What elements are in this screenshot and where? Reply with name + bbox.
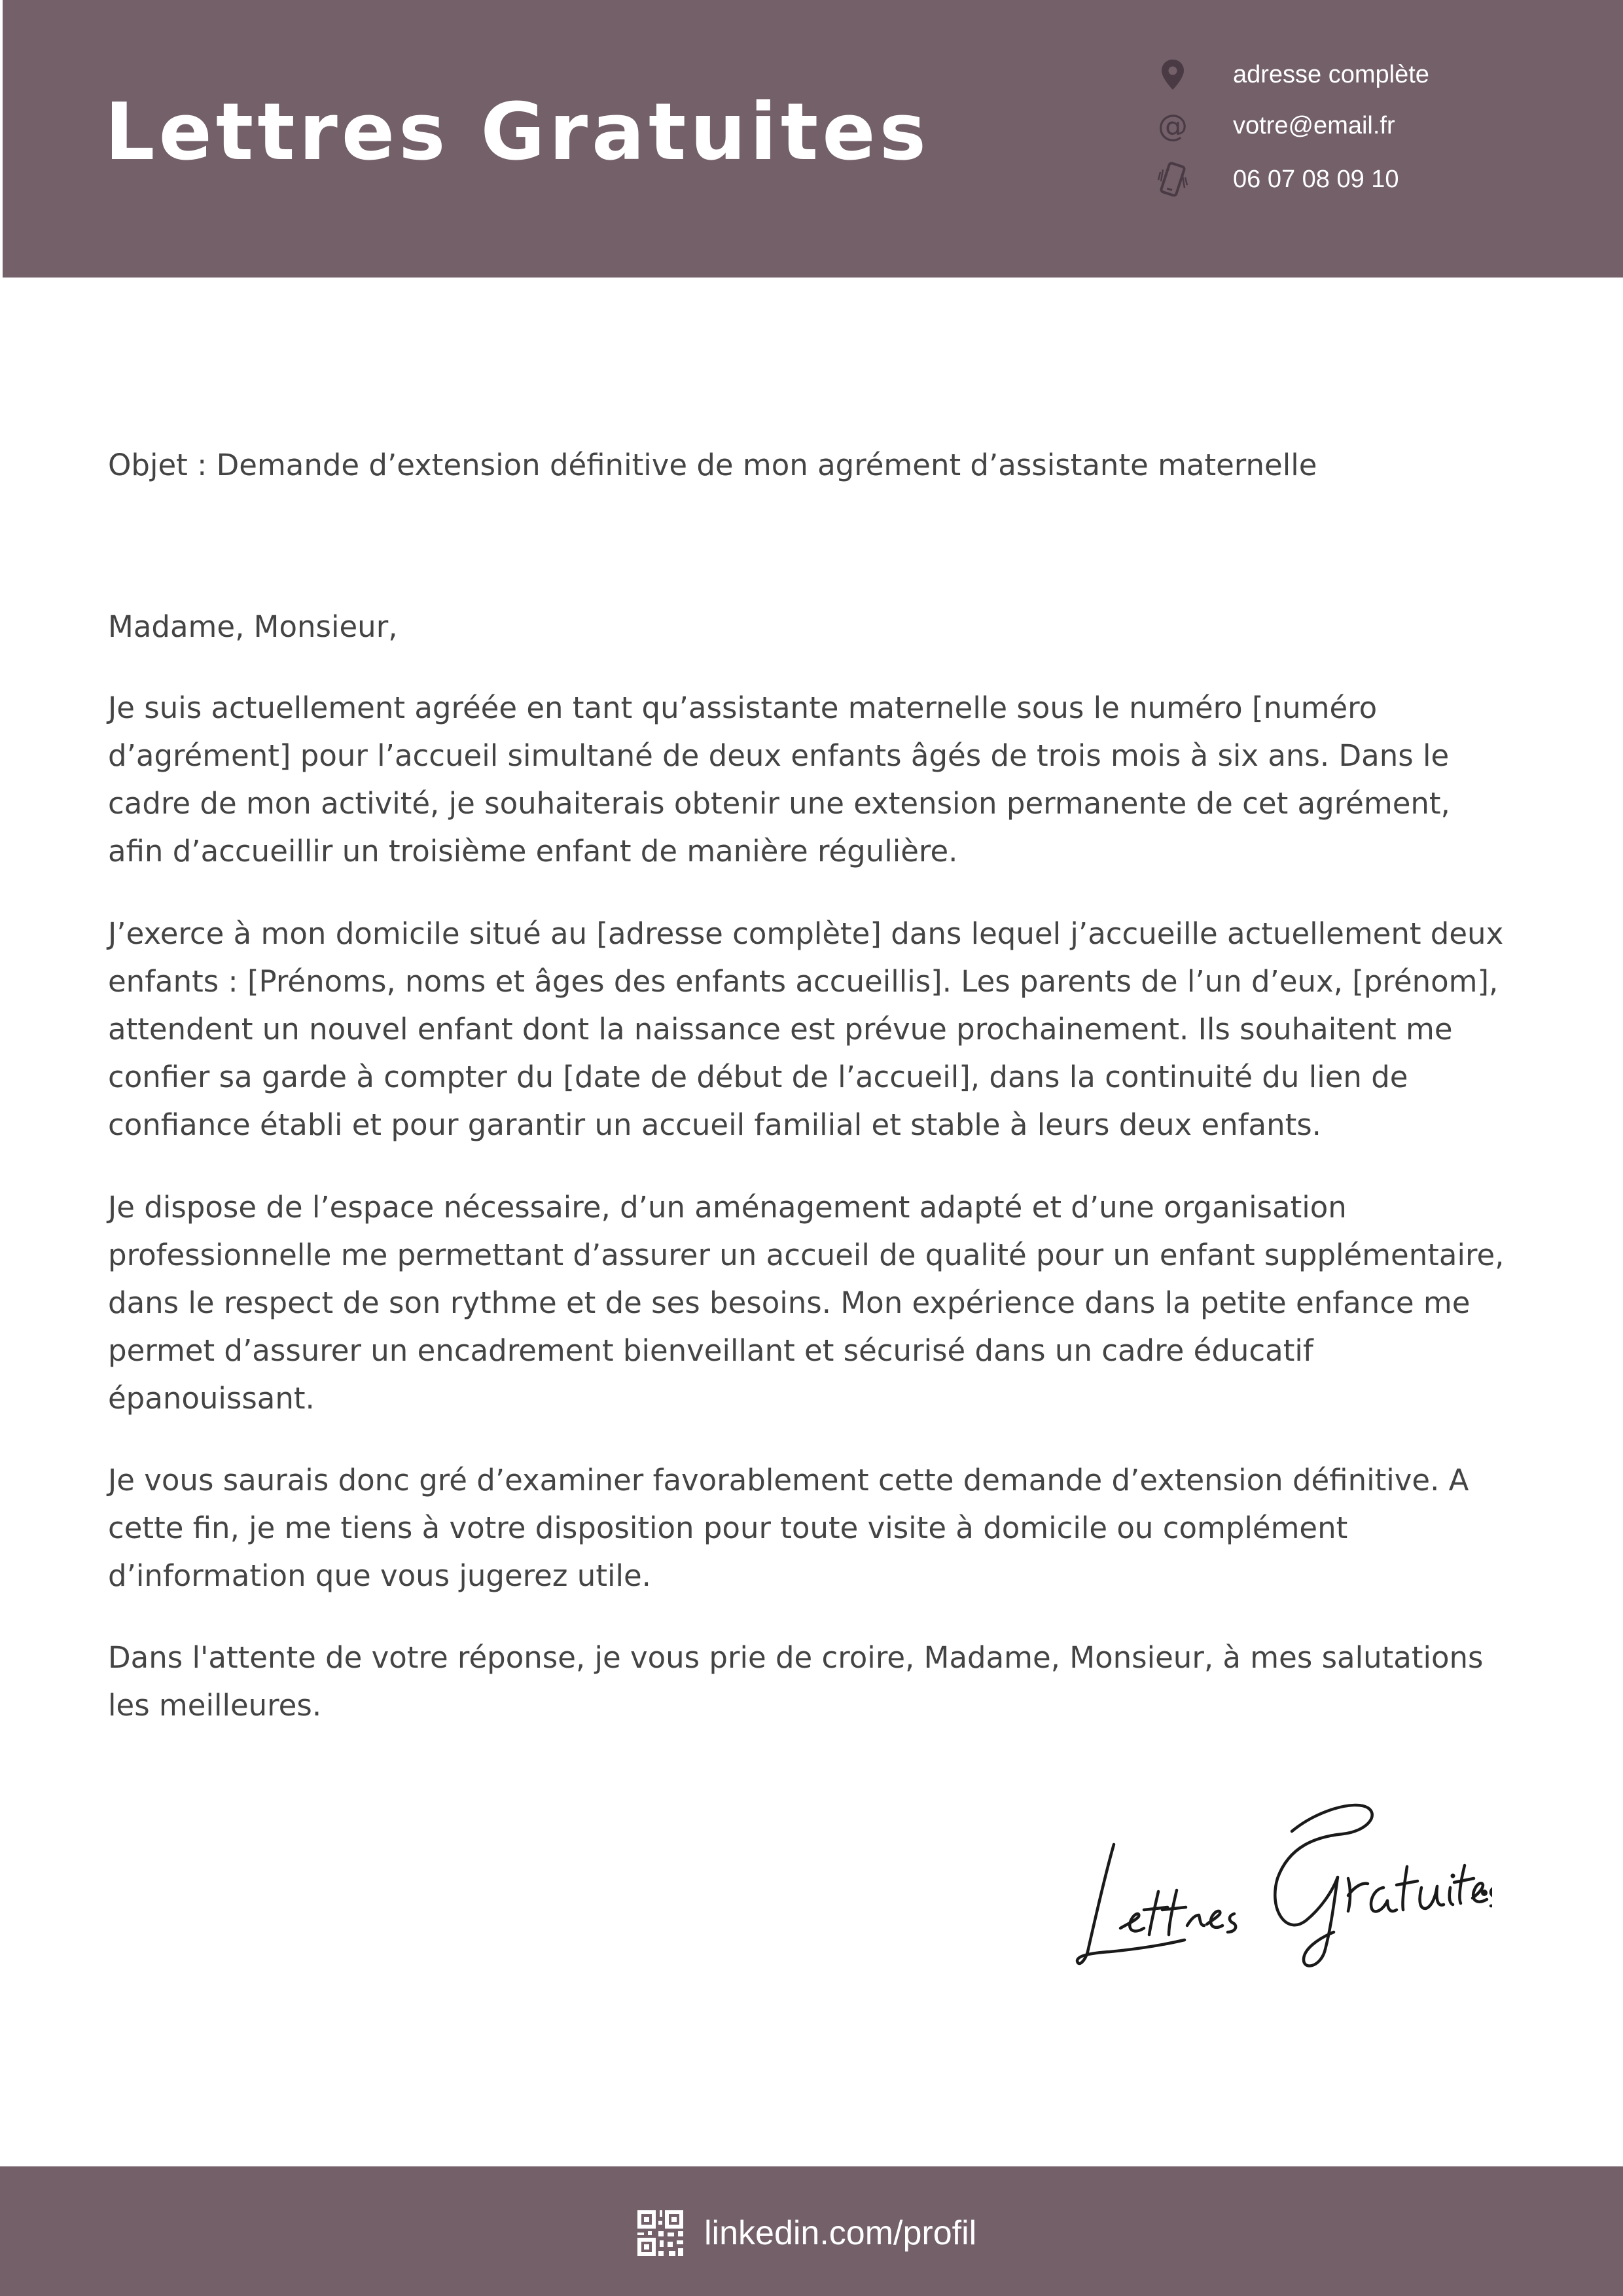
footer-banner (0, 2166, 1623, 2296)
map-pin-icon (1149, 55, 1196, 94)
letter-paragraph: Je dispose de l’espace nécessaire, d’un aménagement adapté et d’une organisation professionnelle me permettant d’assurer un accueil de qualité pour un enfant supplémentaire, dans le respect de son rythme et de ses besoins. Mon expérience dans la petite enfance me permet d’assurer un encadrement bienveillant et sécurisé dans un cadre éducatif épanouissant. (108, 1190, 1505, 1416)
letter-subject: Objet : Demande d’extension définitive de mon agrément d’assistante maternelle (108, 448, 1317, 482)
letter-paragraph: Je suis actuellement agréée en tant qu’assistante maternelle sous le numéro [numéro d’agrément] pour l’accueil simultané de deux enfants âgés de trois mois à six ans. Dans le cadre de mon activité, je souhaiterais obtenir une extension permanente de cet agrément, afin d’accueillir un troisième enfant de manière régulière. (108, 691, 1450, 869)
contact-phone-text: 06 07 08 09 10 (1233, 166, 1399, 193)
contact-email-text[interactable]: votre@email.fr (1233, 112, 1395, 139)
letter-paragraph: Je vous saurais donc gré d’examiner favorablement cette demande d’extension définitive. A cette fin, je me tiens à votre disposition pour toute visite à domicile ou complément d’information que vous jugerez utile. (108, 1463, 1469, 1593)
phone-icon (1149, 160, 1196, 199)
contact-phone (1149, 160, 1607, 199)
letter-paragraph: Dans l'attente de votre réponse, je vous prie de croire, Madame, Monsieur, à mes salutations les meilleures. (108, 1640, 1484, 1723)
qr-code-icon (637, 2210, 683, 2256)
linkedin-link[interactable]: linkedin.com/profil (704, 2214, 977, 2252)
brand-title: Lettres Gratuites (105, 87, 931, 178)
contact-address (1149, 55, 1607, 94)
letter-salutation: Madame, Monsieur, (108, 609, 398, 644)
at-icon: @ (1158, 108, 1188, 143)
header-banner (3, 0, 1623, 278)
contact-address-text: adresse complète (1233, 61, 1429, 88)
letter-paragraph: J’exerce à mon domicile situé au [adresse complète] dans lequel j’accueille actuellement deux enfants : [Prénoms, noms et âges des enfants accueillis]. Les parents de l’un d’eux, [prénom], attendent un nouvel enfant dont la naissance est prévue prochainement. Ils souhaitent me confier sa garde à compter du [date de début de l’accueil], dans la continuité du lien de confiance établi et pour garantir un accueil familial et stable à leurs deux enfants. (108, 916, 1504, 1142)
contact-email (1149, 106, 1607, 145)
handwritten-signature (1073, 1780, 1492, 1970)
